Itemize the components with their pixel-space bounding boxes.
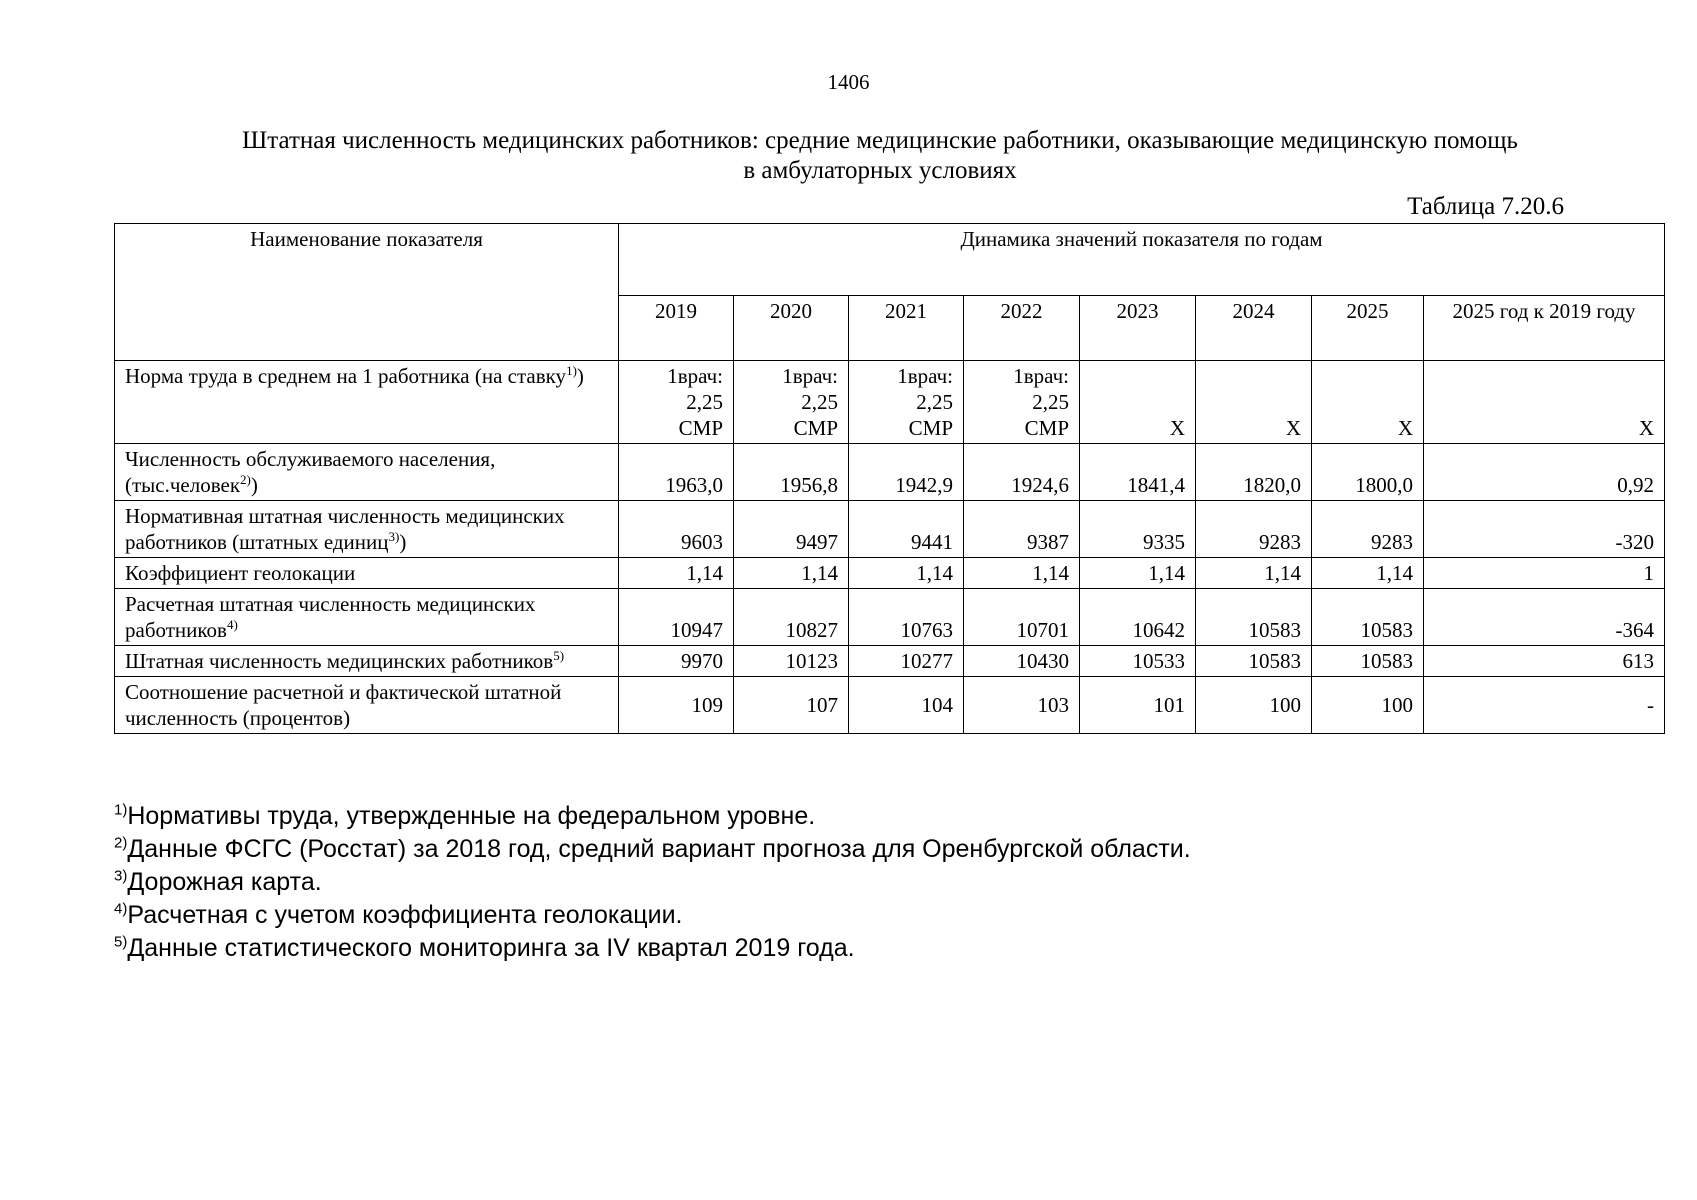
table-label: Таблица 7.20.6 <box>1407 193 1564 220</box>
table-row <box>115 501 1665 558</box>
table-cell: 1820,0 <box>1196 444 1312 501</box>
table-cell: 10642 <box>1080 589 1196 646</box>
table-row <box>115 361 1665 444</box>
header-year: 2024 <box>1196 296 1312 361</box>
table-row <box>115 677 1665 734</box>
table-cell: 10533 <box>1080 646 1196 677</box>
table-cell: 101 <box>1080 677 1196 734</box>
table-cell: 10277 <box>849 646 964 677</box>
table-cell: - <box>1424 677 1665 734</box>
footnote: $^{1)}$Нормативы труда, утвержденные на федеральном уровне. <box>114 801 816 830</box>
table-cell: 613 <box>1424 646 1665 677</box>
header-year: 2023 <box>1080 296 1196 361</box>
header-year: 2021 <box>849 296 964 361</box>
table-cell: 1,14 <box>849 558 964 589</box>
table-cell: 104 <box>849 677 964 734</box>
table-cell: 1,14 <box>1312 558 1424 589</box>
table-cell: 1врач: 2,25 СМР <box>734 361 849 444</box>
table-cell: 107 <box>734 677 849 734</box>
header-year: 2020 <box>734 296 849 361</box>
table-cell: -364 <box>1424 589 1665 646</box>
table-cell: 1врач: 2,25 СМР <box>849 361 964 444</box>
table-cell: 100 <box>1312 677 1424 734</box>
table-row <box>115 589 1665 646</box>
table-cell: 10430 <box>964 646 1080 677</box>
table-cell: 100 <box>1196 677 1312 734</box>
table-cell: 10583 <box>1196 589 1312 646</box>
table-cell: 1956,8 <box>734 444 849 501</box>
table-cell: 9603 <box>619 501 734 558</box>
staffing-table <box>114 223 1665 734</box>
table-cell: -320 <box>1424 501 1665 558</box>
footnote: $^{2)}$Данные ФСГС (Росстат) за 2018 год, средний вариант прогноза для Оренбургской области. <box>114 834 1191 863</box>
footnote: $^{5)}$Данные статистического мониторинга за IV квартал 2019 года. <box>114 933 855 962</box>
row-label: Расчетная штатная численность медицинских работников$^{4)}$ <box>115 589 619 646</box>
row-label: Штатная численность медицинских работников$^{5)}$ <box>115 646 619 677</box>
table-cell: 10583 <box>1312 646 1424 677</box>
table-cell: 1врач: 2,25 СМР <box>964 361 1080 444</box>
table-cell: 1,14 <box>619 558 734 589</box>
header-year: 2022 <box>964 296 1080 361</box>
table-cell: Х <box>1424 361 1665 444</box>
row-label: Соотношение расчетной и фактической штатной численность (процентов) <box>115 677 619 734</box>
table-cell: 10583 <box>1196 646 1312 677</box>
table-cell: Х <box>1196 361 1312 444</box>
footnotes <box>114 800 1614 965</box>
title-line-1: Штатная численность медицинских работников: средние медицинские работники, оказывающие медицинскую помощь <box>242 127 1518 154</box>
table-cell: 1,14 <box>964 558 1080 589</box>
document-title <box>150 126 1610 186</box>
table-cell: 10827 <box>734 589 849 646</box>
row-label: Нормативная штатная численность медицинских работников (штатных единиц$^{3)}$) <box>115 501 619 558</box>
header-comparison: 2025 год к 2019 году <box>1424 296 1665 361</box>
table-cell: 10947 <box>619 589 734 646</box>
table-cell: 1,14 <box>734 558 849 589</box>
row-label: Численность обслуживаемого населения, (тыс.человек$^{2)}$) <box>115 444 619 501</box>
row-label: Коэффициент геолокации <box>115 558 619 589</box>
table-cell: 1,14 <box>1196 558 1312 589</box>
table-row <box>115 444 1665 501</box>
table-cell: 9335 <box>1080 501 1196 558</box>
table-cell: 109 <box>619 677 734 734</box>
table-cell: 0,92 <box>1424 444 1665 501</box>
table-cell: 1,14 <box>1080 558 1196 589</box>
table-cell: 10763 <box>849 589 964 646</box>
table-cell: 9283 <box>1196 501 1312 558</box>
table-cell: 9387 <box>964 501 1080 558</box>
header-indicator-name: Наименование показателя <box>115 224 619 361</box>
table-cell: 10123 <box>734 646 849 677</box>
table-cell: 1924,6 <box>964 444 1080 501</box>
table-cell: 1800,0 <box>1312 444 1424 501</box>
row-label: Норма труда в среднем на 1 работника (на ставку$^{1)}$) <box>115 361 619 444</box>
footnote: $^{4)}$Расчетная с учетом коэффициента геолокации. <box>114 900 683 929</box>
table-cell: 10583 <box>1312 589 1424 646</box>
table-row <box>115 558 1665 589</box>
table-cell: Х <box>1312 361 1424 444</box>
header-dynamics: Динамика значений показателя по годам <box>619 224 1665 296</box>
table-cell: 1врач: 2,25 СМР <box>619 361 734 444</box>
table-row <box>115 646 1665 677</box>
table-cell: 10701 <box>964 589 1080 646</box>
table-cell: 1841,4 <box>1080 444 1196 501</box>
title-line-2: в амбулаторных условиях <box>743 157 1017 184</box>
table-cell: 1963,0 <box>619 444 734 501</box>
table-cell: 1942,9 <box>849 444 964 501</box>
table-cell: 1 <box>1424 558 1665 589</box>
footnote: $^{3)}$Дорожная карта. <box>114 867 322 896</box>
table-cell: 9497 <box>734 501 849 558</box>
table-cell: Х <box>1080 361 1196 444</box>
table-cell: 9283 <box>1312 501 1424 558</box>
header-year: 2025 <box>1312 296 1424 361</box>
header-year: 2019 <box>619 296 734 361</box>
table-cell: 9970 <box>619 646 734 677</box>
page-number: 1406 <box>827 70 870 94</box>
table-cell: 9441 <box>849 501 964 558</box>
table-cell: 103 <box>964 677 1080 734</box>
